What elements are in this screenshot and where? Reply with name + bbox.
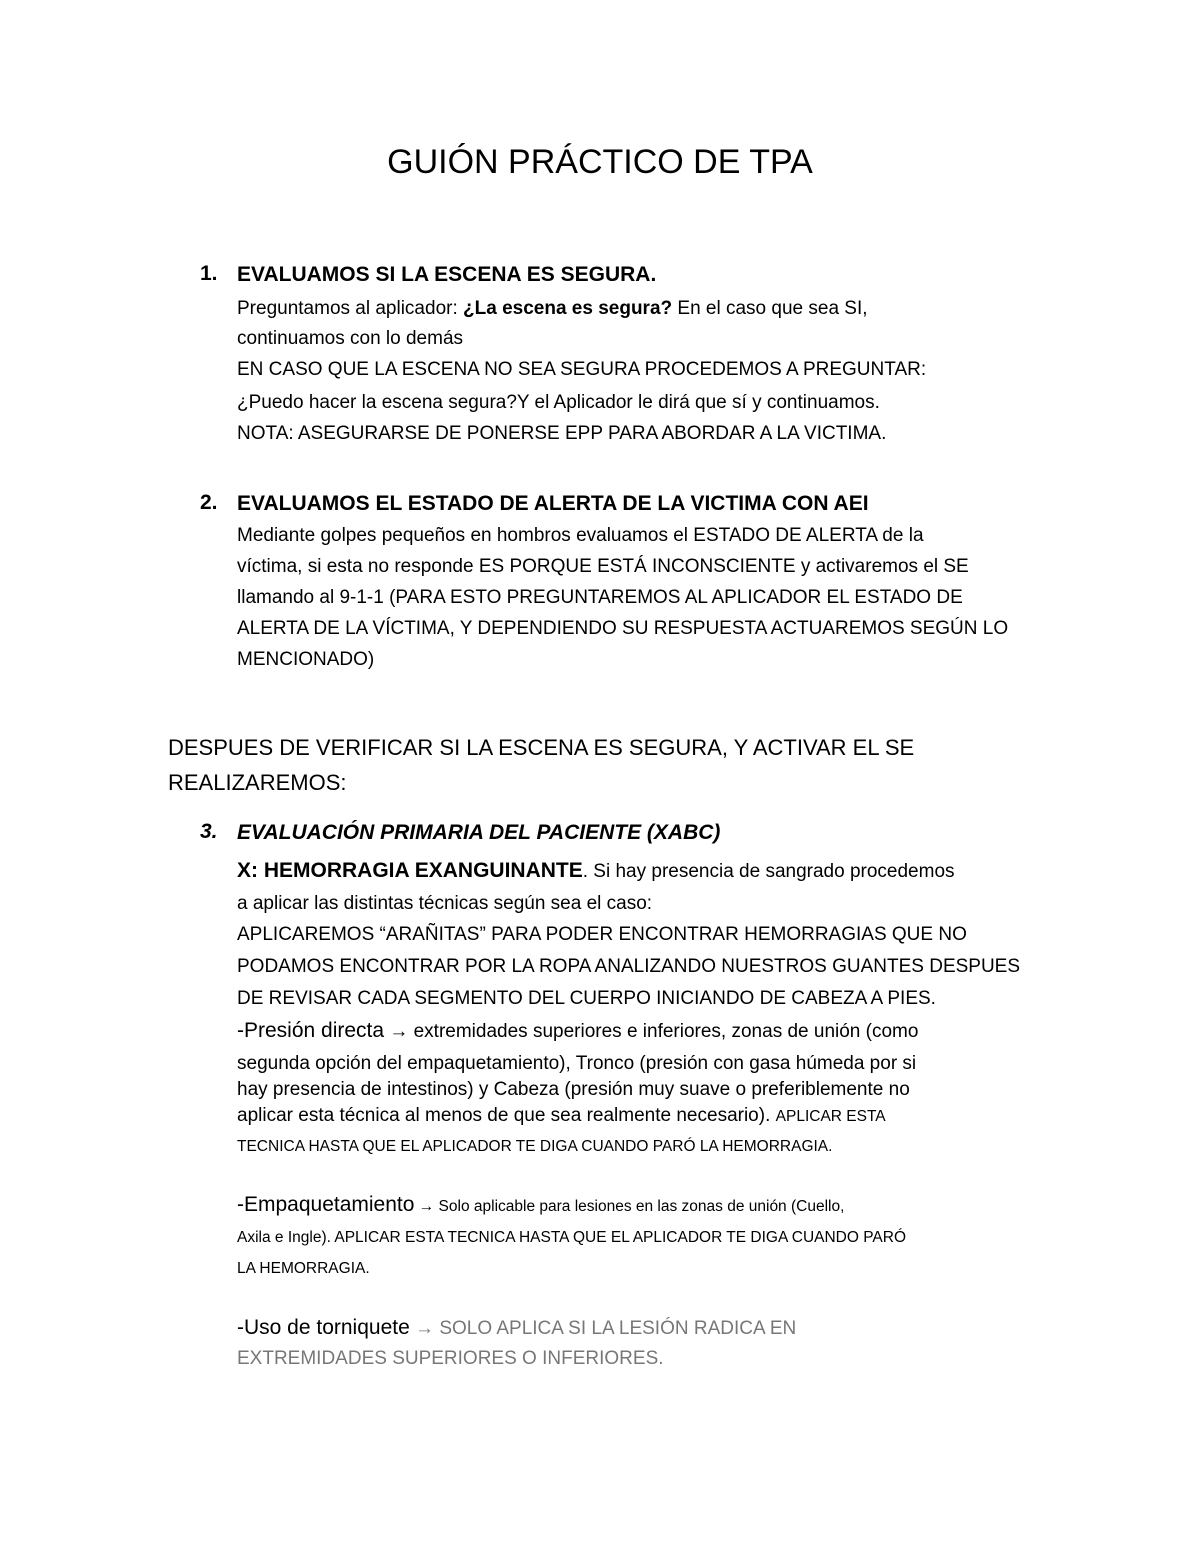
packing-line-3: LA HEMORRAGIA. (237, 1260, 370, 1277)
packing-line-2: Axila e Ingle). APLICAR ESTA TECNICA HASTA QUE EL APLICADOR TE DIGA CUANDO PARÓ (237, 1229, 907, 1246)
text-run: . Si hay presencia de sangrado procedemos (582, 861, 955, 882)
section-2-number: 2. (200, 491, 218, 514)
direct-pressure-line-1 (237, 1018, 918, 1045)
transition-line-1: DESPUES DE VERIFICAR SI LA ESCENA ES SEGURA, Y ACTIVAR EL SE (168, 735, 915, 760)
hemorrhage-line-1 (237, 858, 955, 885)
section-1-heading: EVALUAMOS SI LA ESCENA ES SEGURA. (237, 263, 657, 286)
tourniquet-line-1 (237, 1315, 796, 1342)
section-2-line-2: víctima, si esta no responde ES PORQUE ESTÁ INCONSCIENTE y activaremos el SE (237, 556, 969, 577)
text-run: → Solo aplicable para lesiones en las zonas de unión (Cuello, (414, 1198, 845, 1215)
section-1-number: 1. (200, 262, 218, 285)
hemorrhage-line-4: PODAMOS ENCONTRAR POR LA ROPA ANALIZANDO NUESTROS GUANTES DESPUES (237, 956, 1021, 977)
section-1-line-2 (237, 296, 868, 322)
direct-pressure-line-2: segunda opción del empaquetamiento), Tronco (presión con gasa húmeda por si (237, 1053, 917, 1074)
section-1-line-4: EN CASO QUE LA ESCENA NO SEA SEGURA PROCEDEMOS A PREGUNTAR: (237, 359, 927, 380)
text-run: aplicar esta técnica al menos de que sea realmente necesario). (237, 1105, 776, 1126)
direct-pressure-label: -Presión directa (237, 1019, 385, 1042)
packing-line-1 (237, 1192, 844, 1220)
hemorrhage-line-5: DE REVISAR CADA SEGMENTO DEL CUERPO INICIANDO DE CABEZA A PIES. (237, 988, 936, 1009)
section-1-note: NOTA: ASEGURARSE DE PONERSE EPP PARA ABORDAR A LA VICTIMA. (237, 423, 887, 444)
section-2-line-5: MENCIONADO) (237, 649, 375, 670)
page-title: GUIÓN PRÁCTICO DE TPA (387, 143, 813, 181)
direct-pressure-line-4 (237, 1103, 886, 1130)
text-run: En el caso que sea SI, (672, 298, 868, 319)
text-run: → extremidades superiores e inferiores, zonas de unión (como (384, 1021, 919, 1042)
direct-pressure-line-3: hay presencia de intestinos) y Cabeza (presión muy suave o preferiblemente no (237, 1079, 910, 1100)
question-bold: ¿La escena es segura? (463, 298, 673, 319)
text-run: Preguntamos al aplicador: (237, 298, 464, 319)
section-1-line-5: ¿Puedo hacer la escena segura?Y el Aplicador le dirá que sí y continuamos. (237, 392, 880, 413)
hemorrhage-line-2: a aplicar las distintas técnicas según sea el caso: (237, 893, 653, 914)
section-2-heading: EVALUAMOS EL ESTADO DE ALERTA DE LA VICTIMA CON AEI (237, 492, 869, 515)
tourniquet-label: -Uso de torniquete (237, 1316, 410, 1339)
text-run: → SOLO APLICA SI LA LESIÓN RADICA EN (409, 1318, 797, 1339)
packing-label: -Empaquetamiento (237, 1193, 415, 1216)
hemorrhage-line-3: APLICAREMOS “ARAÑITAS” PARA PODER ENCONTRAR HEMORRAGIAS QUE NO (237, 924, 967, 945)
section-1-line-3: continuamos con lo demás (237, 328, 464, 349)
section-2-line-4: ALERTA DE LA VÍCTIMA, Y DEPENDIENDO SU RESPUESTA ACTUAREMOS SEGÚN LO (237, 618, 1009, 639)
hemorrhage-label: X: HEMORRAGIA EXANGUINANTE (237, 859, 583, 882)
direct-pressure-line-5: TECNICA HASTA QUE EL APLICADOR TE DIGA CUANDO PARÓ LA HEMORRAGIA. (237, 1138, 833, 1155)
section-2-line-1: Mediante golpes pequeños en hombros evaluamos el ESTADO DE ALERTA de la (237, 525, 924, 546)
tourniquet-line-2: EXTREMIDADES SUPERIORES O INFERIORES. (237, 1348, 664, 1369)
section-2-line-3: llamando al 9-1-1 (PARA ESTO PREGUNTAREMOS AL APLICADOR EL ESTADO DE (237, 587, 963, 608)
section-3-heading: EVALUACIÓN PRIMARIA DEL PACIENTE (XABC) (237, 821, 721, 844)
transition-line-2: REALIZAREMOS: (168, 770, 347, 795)
section-3-number: 3. (200, 820, 218, 843)
text-run: APLICAR ESTA (775, 1108, 886, 1125)
